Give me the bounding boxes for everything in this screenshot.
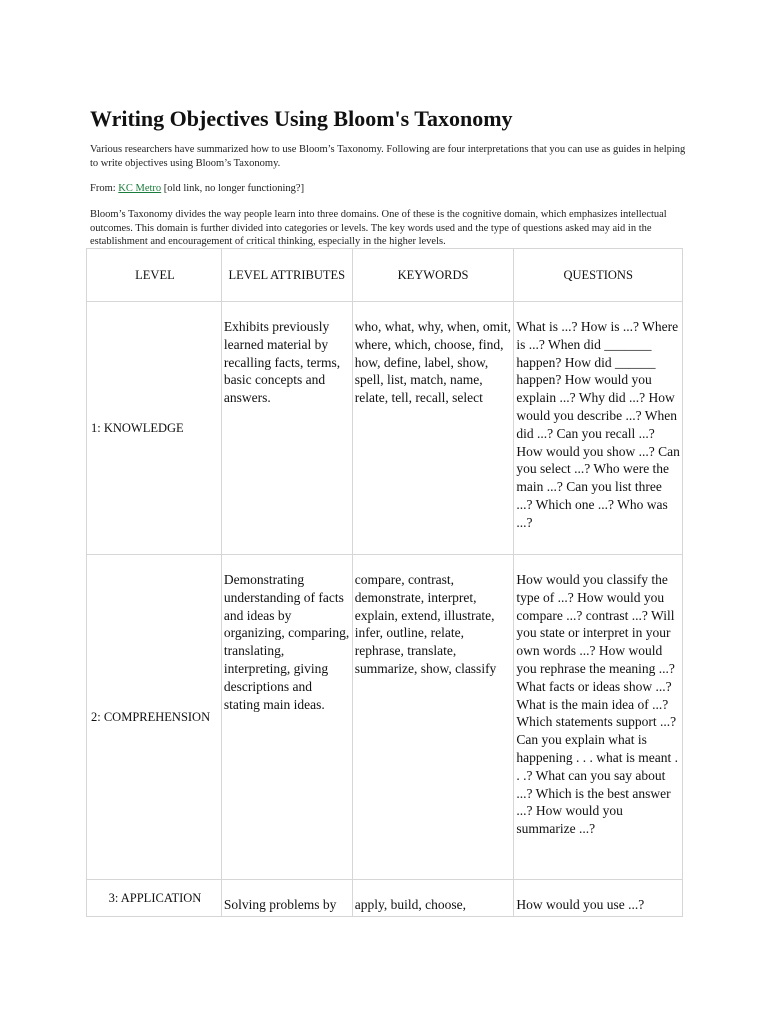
kc-metro-link[interactable]: KC Metro [118, 183, 162, 194]
header-keywords: KEYWORDS [352, 249, 514, 302]
page-title: Writing Objectives Using Bloom's Taxonomy [90, 106, 513, 131]
intro-paragraph: Various researchers have summarized how to use Bloom’s Taxonomy. Following are four interpretations that you can use as guides in helping to write objectives using Bloom’s Taxonomy. [90, 144, 686, 169]
questions-cell: How would you use ...? [514, 880, 683, 917]
attributes-cell: Solving problems by [221, 880, 352, 917]
level-cell: 2: COMPREHENSION [87, 555, 222, 880]
header-questions: QUESTIONS [514, 249, 683, 302]
keywords-cell: who, what, why, when, omit, where, which, choose, find, how, define, label, show, spell, list, match, name, relate, tell, recall, select [352, 302, 514, 555]
level-cell: 1: KNOWLEDGE [87, 302, 222, 555]
questions-cell: What is ...? How is ...? Where is ...? When did _______ happen? How did ______ happen? How would you explain ...? Why did ...? How would you describe ...? When did ...? Can you recall ...? How would you show ...? Can you select ...? Who were the main ...? Can you list three ...? Which one ...? Who was ...? [514, 302, 683, 555]
source-suffix: [old link, no longer functioning?] [161, 183, 305, 194]
table-header-row [87, 249, 683, 302]
bloom-taxonomy-table [86, 248, 683, 917]
attributes-cell: Demonstrating understanding of facts and ideas by organizing, comparing, translating, interpreting, giving descriptions and stating main ideas. [221, 555, 352, 880]
header-level-attributes: LEVEL ATTRIBUTES [221, 249, 352, 302]
level-cell: 3: APPLICATION [87, 880, 222, 917]
description-paragraph: Bloom’s Taxonomy divides the way people learn into three domains. One of these is the cognitive domain, which emphasizes intellectual outcomes. This domain is further divided into categories or levels. The key words used and the type of questions asked may aid in the establishment and encouragement of critical thinking, especially in the higher levels. [90, 209, 667, 247]
keywords-cell: compare, contrast, demonstrate, interpret, explain, extend, illustrate, infer, outline, relate, rephrase, translate, summarize, show, classify [352, 555, 514, 880]
source-prefix: From: [90, 183, 119, 194]
table-row [87, 555, 683, 880]
attributes-cell: Exhibits previously learned material by recalling facts, terms, basic concepts and answers. [221, 302, 352, 555]
table-row [87, 880, 683, 917]
source-line [90, 182, 690, 196]
header-level: LEVEL [87, 249, 222, 302]
keywords-cell: apply, build, choose, [352, 880, 514, 917]
questions-cell: How would you classify the type of ...? How would you compare ...? contrast ...? Will you state or interpret in your own words ...? How would you rephrase the meaning ...? What facts or ideas show ...? What is the main idea of ...? Which statements support ...? Can you explain what is happening . . . what is meant . . .? What can you say about ...? Which is the best answer ...? How would you summarize ...? [514, 555, 683, 880]
table-row [87, 302, 683, 555]
